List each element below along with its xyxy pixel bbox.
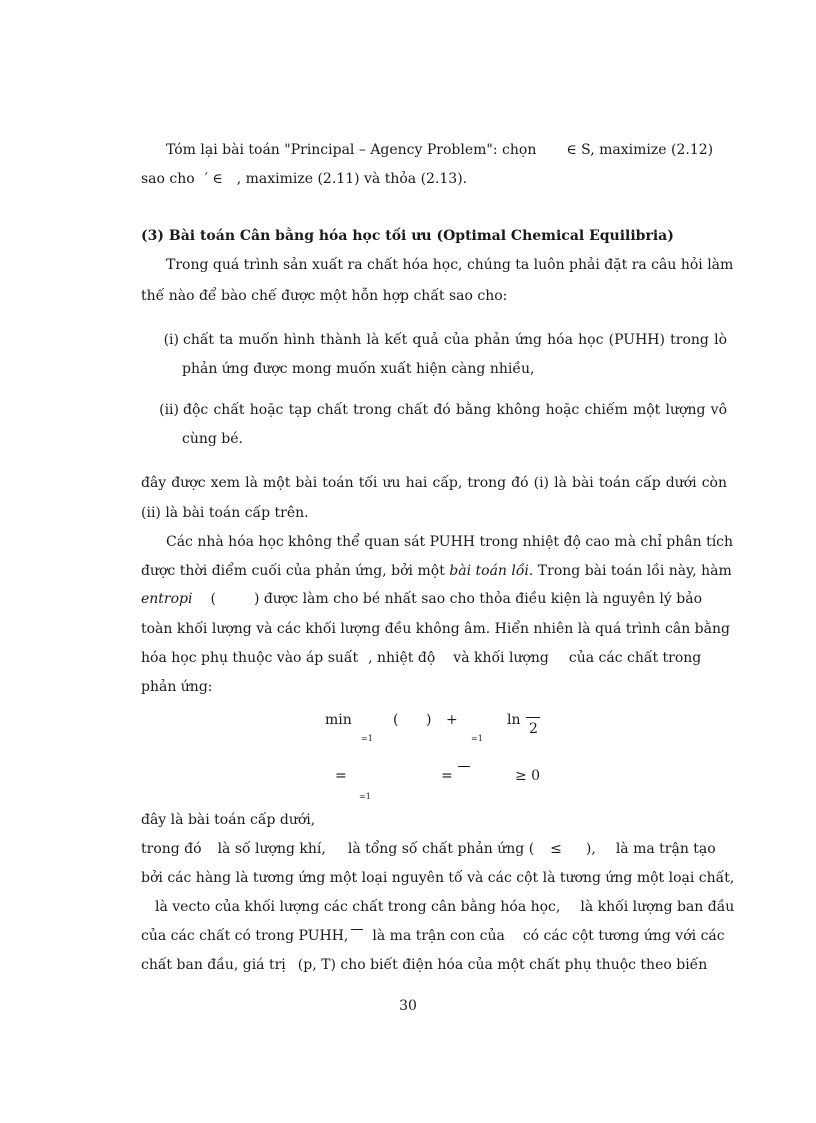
paragraph-1-line-1: [166, 141, 727, 159]
text-segment: là tổng số chất phản ứng (: [347, 841, 535, 857]
math-fragment: ′ ∈: [204, 171, 223, 187]
text-segment: của các chất trong: [568, 650, 702, 666]
text-segment: . Trong bài toán lồi này, hàm: [528, 563, 732, 579]
text-segment: là ma trận tạo: [615, 841, 716, 857]
emphasis-text: bài toán lồi: [449, 563, 529, 579]
list-item-label: (ii): [159, 402, 179, 418]
paragraph-4-line-5: [141, 649, 727, 667]
text-segment: của các chất có trong PUHH,: [141, 928, 349, 944]
text-segment: ),: [585, 841, 596, 857]
equals-sign: =: [335, 768, 347, 784]
text-segment: chất ban đầu, giá trị: [141, 957, 286, 973]
sum-index: =1: [361, 734, 373, 743]
text-segment: sao cho: [141, 171, 195, 187]
list-item-text: độc chất hoặc tạp chất trong chất đó bằng không hoặc chiếm một lượng vô: [183, 402, 727, 418]
math-fragment: (: [210, 591, 216, 607]
text-segment: , maximize (2.11) và thỏa (2.13).: [236, 171, 468, 187]
overline-bar: [351, 929, 363, 930]
paragraph-4-line-6: phản ứng:: [141, 679, 213, 695]
math-fragment: ≤: [550, 841, 562, 857]
list-item-text: cùng bé.: [182, 431, 243, 447]
paragraph-5-line-5: [141, 927, 727, 945]
text-segment: ∈ S, maximize (2.12): [566, 142, 714, 158]
section-heading: (3) Bài toán Cân bằng hóa học tối ưu (Optimal Chemical Equilibria): [141, 228, 674, 244]
text-segment: hóa học phụ thuộc vào áp suất: [141, 650, 359, 666]
equals-sign: =: [441, 768, 453, 784]
page-number: 30: [399, 998, 417, 1014]
paragraph-5-line-6: [141, 956, 727, 974]
paragraph-4-line-4: toàn khối lượng và các khối lượng đều không âm. Hiển nhiên là quá trình cân bằng: [141, 621, 730, 637]
sum-index: =1: [359, 792, 371, 801]
plus-sign: +: [446, 712, 458, 728]
text-segment: (p, T) cho biết điện hóa của một chất phụ thuộc theo biến: [297, 957, 708, 973]
list-item-label: (i): [163, 332, 179, 348]
emphasis-text: entropi: [141, 591, 193, 607]
text-segment: là số lượng khí,: [217, 841, 326, 857]
open-paren: (: [393, 712, 399, 728]
min-operator: min: [325, 712, 352, 728]
paragraph-3-line-1: đây được xem là một bài toán tối ưu hai cấp, trong đó (i) là bài toán cấp dưới còn: [141, 475, 727, 491]
text-segment: là ma trận con của: [372, 928, 505, 944]
ln-operator: ln: [507, 712, 521, 728]
fraction-bar: [526, 717, 540, 718]
paragraph-5-line-4: [141, 898, 735, 916]
text-segment: là vecto của khối lượng các chất trong cân bằng hóa học,: [155, 899, 561, 915]
text-segment: trong đó: [141, 841, 202, 857]
overline-bar: [458, 766, 470, 767]
paragraph-4-line-3: [141, 590, 727, 608]
close-paren: ): [426, 712, 432, 728]
paragraph-5-line-3: bởi các hàng là tương ứng một loại nguyên tố và các cột là tương ứng một loại chất,: [141, 870, 735, 886]
paragraph-2-line-1: Trong quá trình sản xuất ra chất hóa học, chúng ta luôn phải đặt ra câu hỏi làm: [166, 257, 734, 273]
fraction-denominator: 2: [529, 721, 538, 737]
text-segment: là khối lượng ban đầu: [580, 899, 735, 915]
paragraph-4-line-2: [141, 562, 732, 580]
text-segment: được thời điểm cuối của phản ứng, bởi một: [141, 563, 445, 579]
paragraph-5-line-1: đây là bài toán cấp dưới,: [141, 812, 316, 828]
text-segment: có các cột tương ứng với các: [522, 928, 725, 944]
paragraph-1-line-2: [141, 170, 727, 188]
text-segment: , nhiệt độ: [368, 650, 436, 666]
paragraph-4-line-1: Các nhà hóa học không thể quan sát PUHH trong nhiệt độ cao mà chỉ phân tích: [166, 534, 734, 550]
list-item-text: chất ta muốn hình thành là kết quả của phản ứng hóa học (PUHH) trong lò: [183, 332, 727, 348]
sum-index: =1: [471, 734, 483, 743]
nonnegativity-constraint: ≥ 0: [515, 768, 541, 784]
list-item-text: phản ứng được mong muốn xuất hiện càng nhiều,: [182, 361, 535, 377]
text-segment: Tóm lại bài toán "Principal – Agency Problem": chọn: [166, 142, 537, 158]
text-segment: ) được làm cho bé nhất sao cho thỏa điều kiện là nguyên lý bảo: [253, 591, 703, 607]
paragraph-5-line-2: [141, 840, 727, 858]
paragraph-3-line-2: (ii) là bài toán cấp trên.: [141, 505, 309, 521]
text-segment: và khối lượng: [453, 650, 549, 666]
paragraph-2-line-2: thế nào để bào chế được một hỗn hợp chất sao cho:: [141, 288, 508, 304]
